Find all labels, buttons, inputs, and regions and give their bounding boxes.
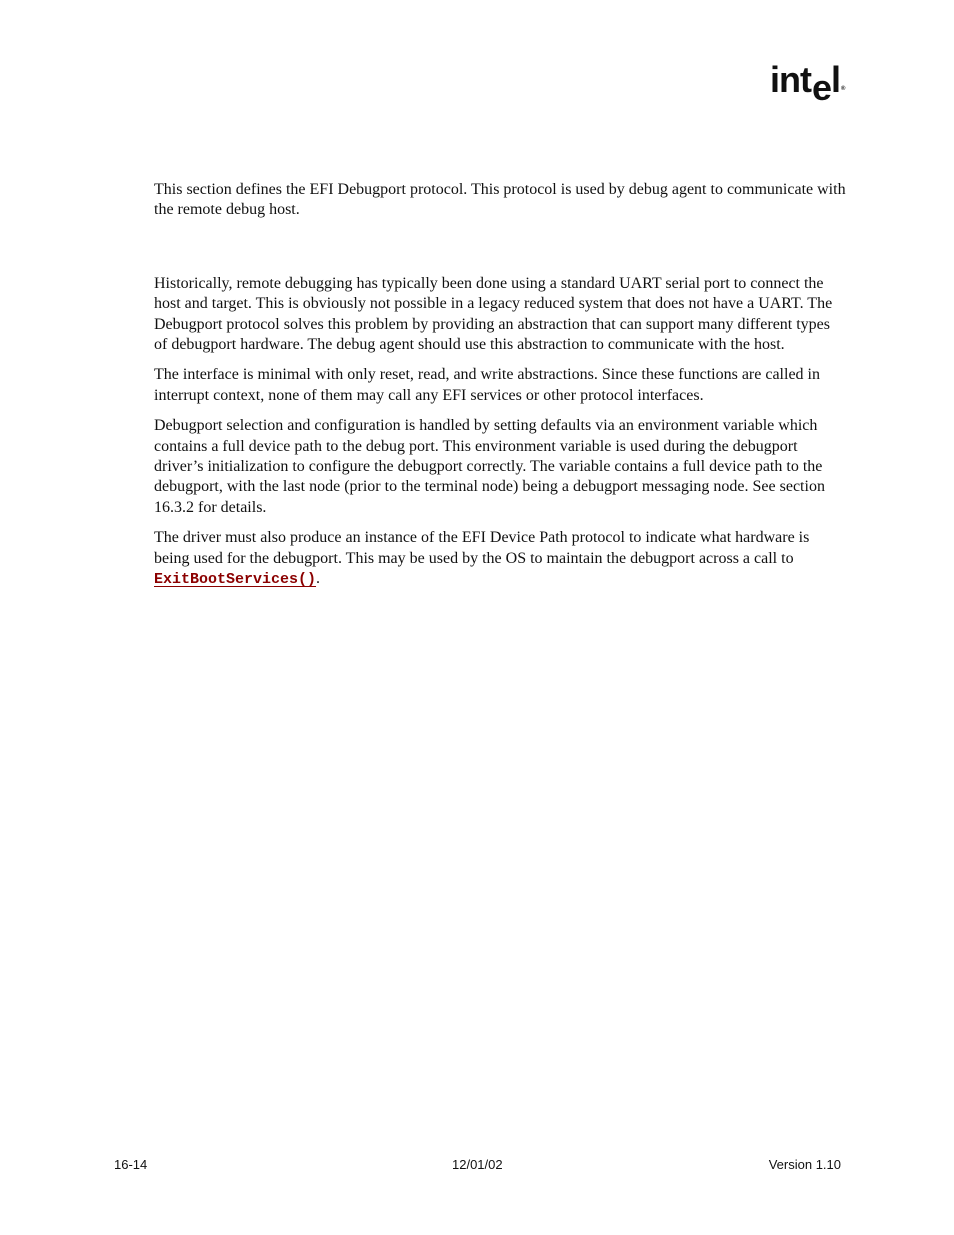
interface-paragraph: The interface is minimal with only reset, read, and write abstractions. Since these functions are called in interrupt context, none of them may call any EFI services or other protocol interfaces. (154, 366, 820, 404)
logo-text-l: l (831, 59, 842, 100)
logo-text-e: e (812, 67, 833, 108)
device-path-period: . (316, 570, 321, 588)
body-content (154, 180, 846, 591)
document-version: Version 1.10 (768, 1157, 841, 1172)
exit-boot-services-link[interactable]: ExitBootServices() (154, 571, 317, 589)
history-paragraph: Historically, remote debugging has typically been done using a standard UART serial port to connect the host and target. This is obviously not possible in a legacy reduced system that does not have a UART. The Debugport protocol solves this problem by providing an abstraction that can support many different types of debugport hardware. The debug agent should use this abstraction to communicate with the host. (154, 274, 833, 354)
intel-logo (768, 56, 848, 108)
logo-text-int: int (770, 59, 811, 100)
device-path-paragraph (154, 528, 846, 590)
document-date: 12/01/02 (452, 1157, 503, 1172)
intro-paragraph: This section defines the EFI Debugport protocol. This protocol is used by debug agent to communicate with the remote debug host. (154, 181, 846, 219)
selection-paragraph: Debugport selection and configuration is handled by setting defaults via an environment variable which contains a full device path to the debug port. This environment variable is used during the debugport driver’s initialization to configure the debugport correctly. The variable contains a full device path to the debugport, with the last node (prior to the terminal node) being a debugport messaging node. See section 16.3.2 for details. (154, 417, 825, 516)
page-number: 16-14 (114, 1157, 148, 1172)
device-path-text: The driver must also produce an instance of the EFI Device Path protocol to indicate what hardware is being used for the debugport. This may be used by the OS to maintain the debugport across a call to (154, 529, 810, 567)
registered-mark: ® (841, 86, 846, 92)
